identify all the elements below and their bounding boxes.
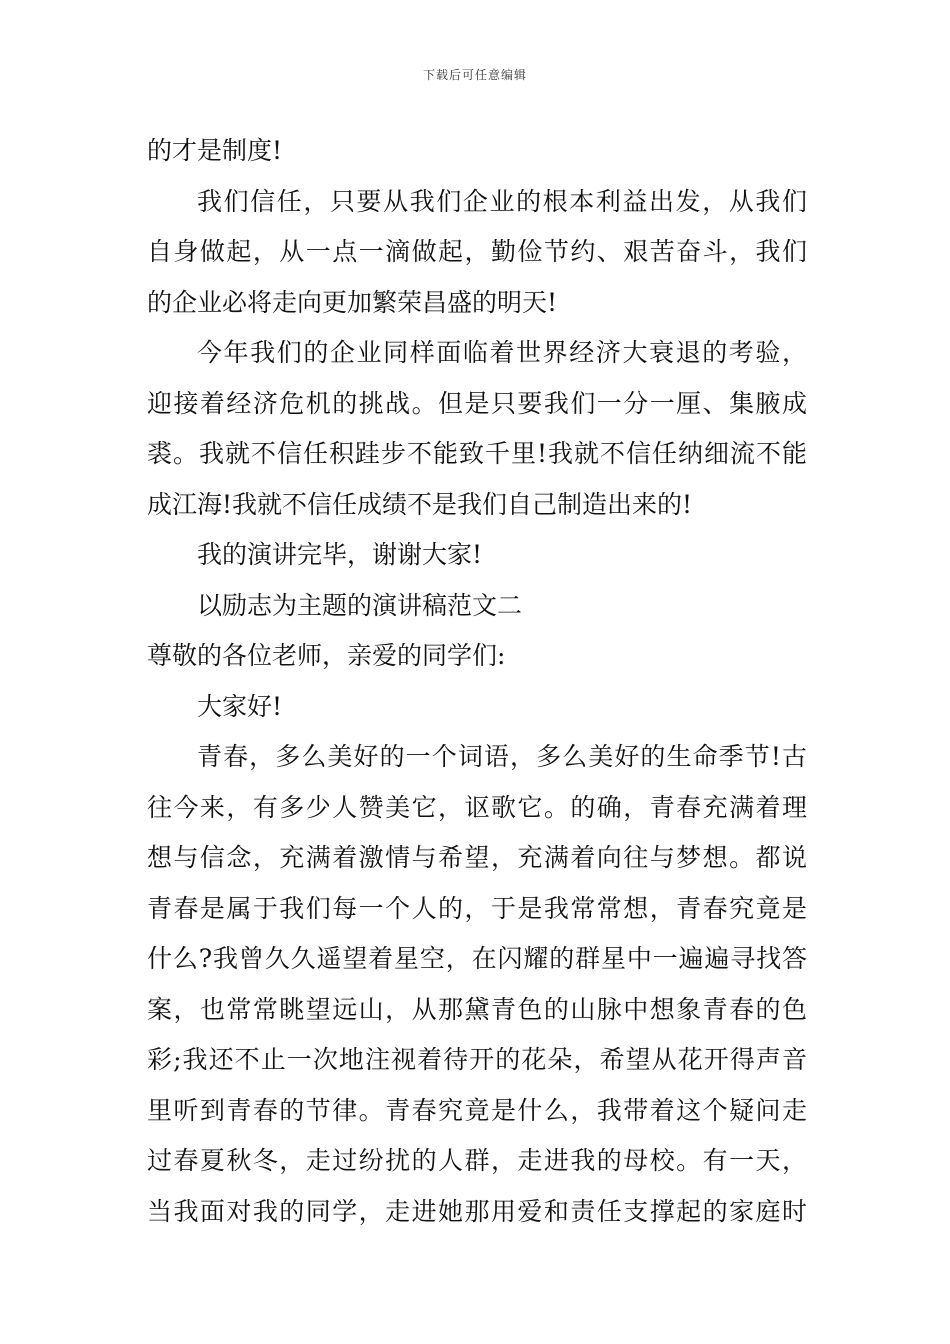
paragraph-line: 想与信念，充满着激情与希望，充满着向往与梦想。都说: [147, 843, 807, 872]
paragraph-line: 成江海!我就不信任成绩不是我们自己制造出来的!: [147, 489, 693, 519]
paragraph-line: 什么?我曾久久遥望着星空，在闪耀的群星中一遍遍寻找答: [147, 944, 807, 973]
paragraph-line: 里听到青春的节律。青春究竟是什么，我带着这个疑问走: [147, 1095, 807, 1125]
paragraph-line: 今年我们的企业同样面临着世界经济大衰退的考验，: [197, 338, 807, 367]
paragraph-line: 青春是属于我们每一个人的，于是我常常想，青春究竟是: [147, 893, 807, 923]
paragraph-line: 大家好!: [197, 691, 283, 721]
paragraph-line: 当我面对我的同学，走进她那用爱和责任支撑起的家庭时: [147, 1196, 807, 1226]
paragraph-line: 青春，多么美好的一个词语，多么美好的生命季节!古: [197, 742, 807, 771]
paragraph-line: 我的演讲完毕，谢谢大家!: [197, 540, 483, 569]
paragraph-line: 彩;我还不止一次地注视着待开的花朵，希望从花开得声音: [147, 1045, 807, 1074]
paragraph-line: 往今来，有多少人赞美它，讴歌它。的确，青春充满着理: [147, 792, 807, 822]
paragraph-line: 案，也常常眺望远山，从那黛青色的山脉中想象青春的色: [147, 994, 807, 1024]
paragraph-line: 的才是制度!: [147, 136, 283, 165]
page-header: 下载后可任意编辑: [422, 68, 527, 82]
paragraph-line: 迎接着经济危机的挑战。但是只要我们一分一厘、集腋成: [147, 388, 807, 418]
paragraph-line: 裘。我就不信任积跬步不能致千里!我就不信任纳细流不能: [147, 439, 807, 468]
paragraph-line: 自身做起，从一点一滴做起，勤俭节约、艰苦奋斗，我们: [147, 237, 807, 266]
paragraph-line: 的企业必将走向更加繁荣昌盛的明天!: [147, 287, 558, 317]
paragraph-line: 以励志为主题的演讲稿范文二: [197, 590, 523, 620]
paragraph-line: 过春夏秋冬，走过纷扰的人群，走进我的母校。有一天，: [147, 1146, 807, 1175]
document-body: [147, 126, 807, 1237]
paragraph-line: 我们信任，只要从我们企业的根本利益出发，从我们: [197, 186, 807, 216]
paragraph-line: 尊敬的各位老师，亲爱的同学们:: [147, 641, 506, 670]
